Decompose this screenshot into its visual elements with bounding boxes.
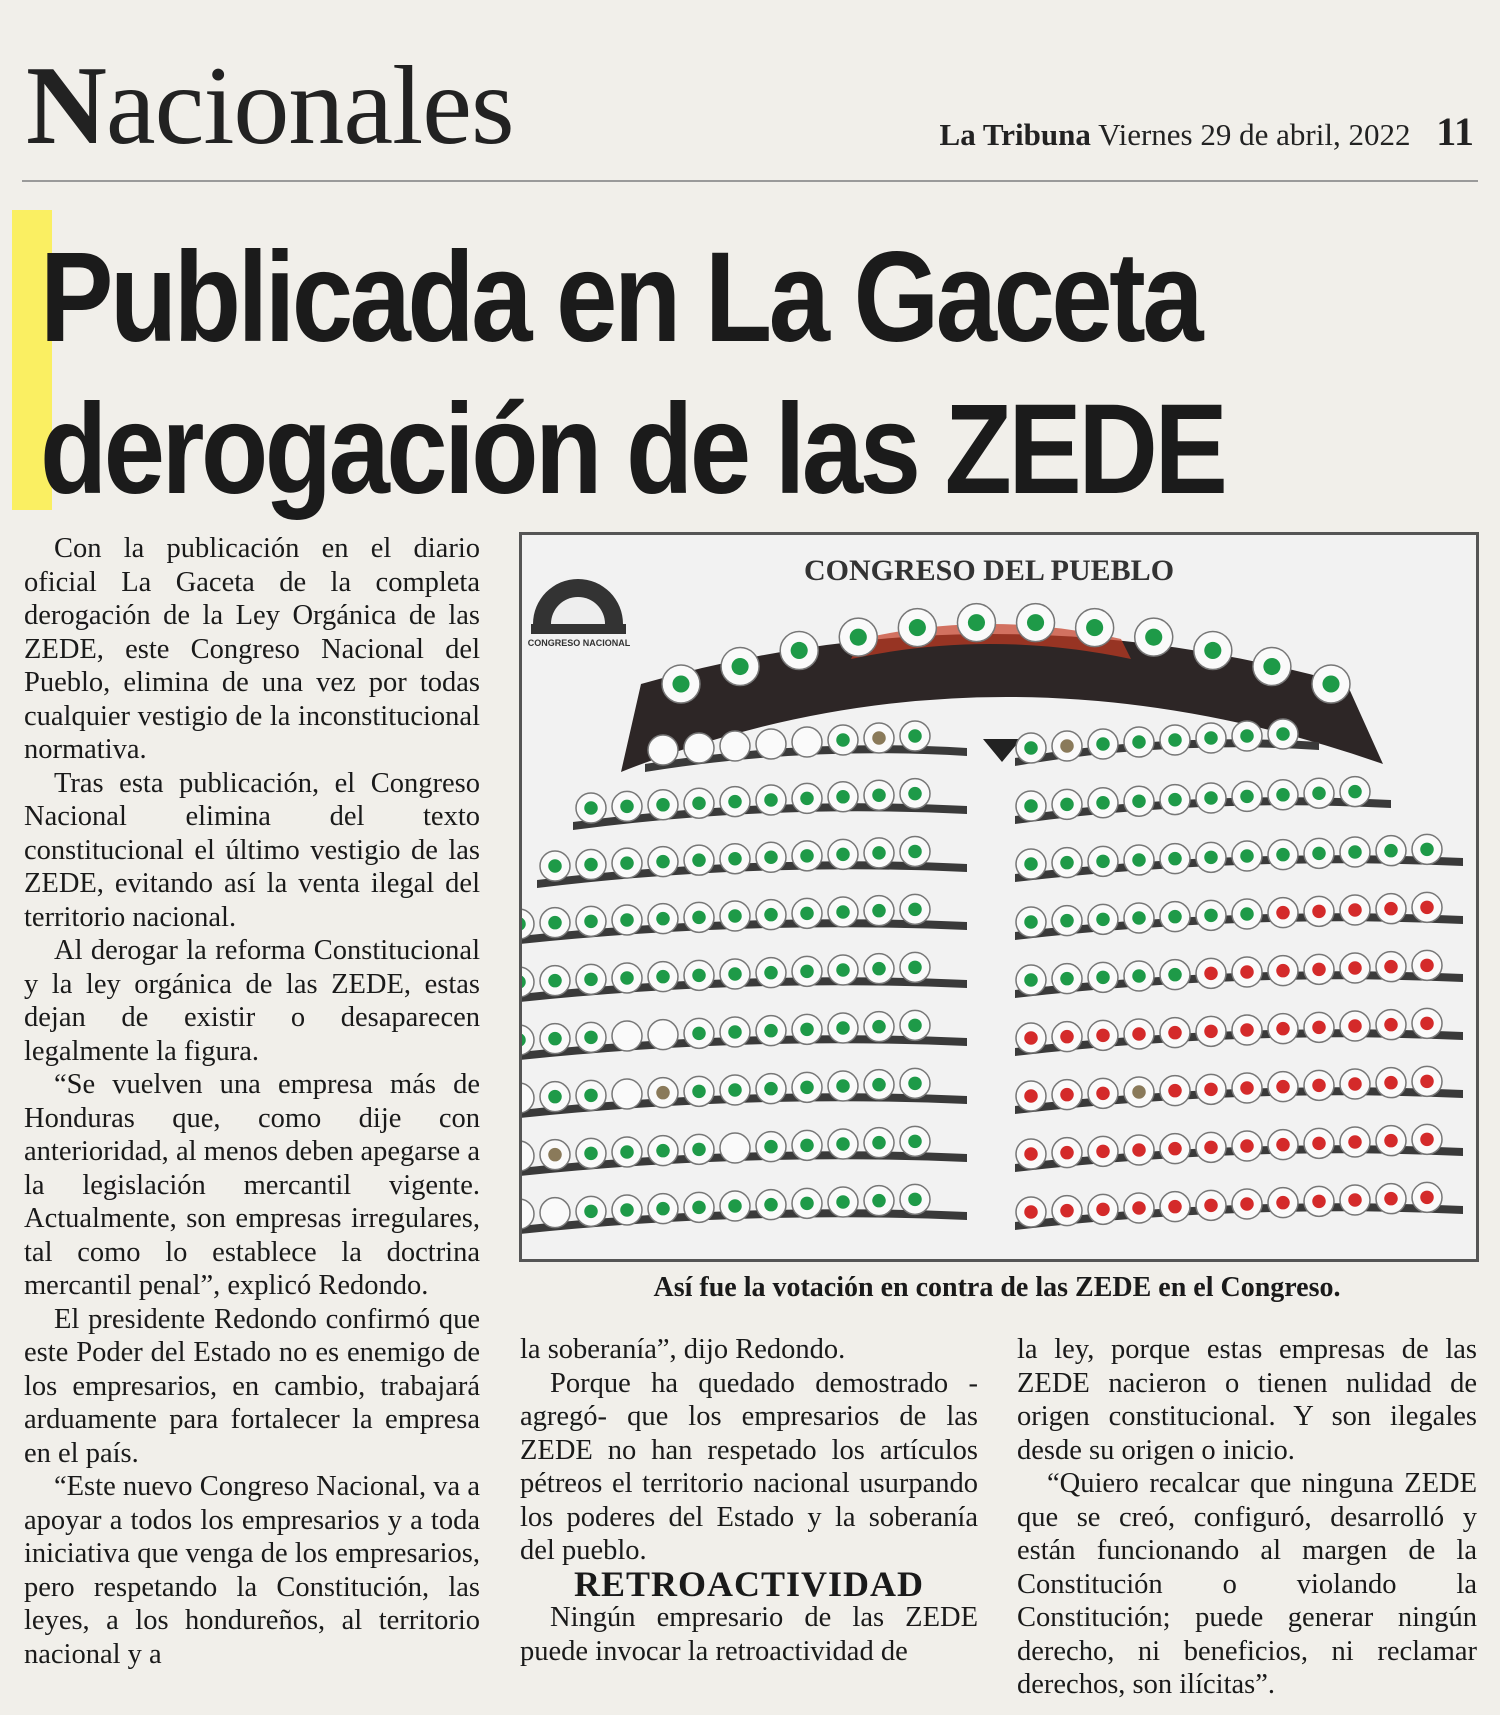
vote-indicator [1420,959,1434,973]
vote-indicator [764,1198,778,1212]
vote-indicator [584,1205,598,1219]
vote-indicator [1348,785,1362,799]
vote-indicator [1024,1089,1038,1103]
vote-indicator [1086,619,1103,636]
paragraph: Ningún empresario de las ZEDE puede invocar la retroactividad de [520,1602,978,1667]
vote-indicator [850,629,867,646]
vote-indicator [1132,1143,1146,1157]
vote-indicator [1132,911,1146,925]
vote-indicator [1168,1200,1182,1214]
vote-indicator [836,1137,850,1151]
vote-indicator [836,963,850,977]
vote-indicator [1276,964,1290,978]
article-column-2 [520,1333,978,1668]
vote-indicator [1168,733,1182,747]
photo-caption: Así fue la votación en contra de las ZEDE en el Congreso. [653,1272,1341,1303]
paragraph: “Quiero recalcar que ninguna ZEDE que se creó, configuró, desarrolló y están funcionando al margen de la Constitución o violando la Constitución; puede generar ningún derecho, ni beneficios, ni reclamar derechos, son ilícitas”. [1017,1468,1477,1700]
vote-indicator [1096,1203,1110,1217]
vote-indicator [1060,1146,1074,1160]
vote-indicator [1096,971,1110,985]
vote-indicator [1096,796,1110,810]
vote-indicator [836,848,850,862]
seat-light [648,735,678,765]
vote-indicator [1276,727,1290,741]
vote-indicator [692,911,706,925]
vote-indicator [584,915,598,929]
vote-indicator [908,1193,922,1207]
vote-indicator [800,849,814,863]
vote-indicator [1132,969,1146,983]
paragraph: Al derogar la reforma Constitucional y la ley orgánica de las ZEDE, estas dejan de existir o desaparecen legalmente la figura. [24,935,480,1067]
vote-indicator [656,1086,670,1100]
vote-indicator [1348,1135,1362,1149]
vote-indicator [1168,793,1182,807]
vote-indicator [1204,909,1218,923]
vote-indicator [908,1077,922,1091]
vote-indicator [1312,847,1326,861]
vote-indicator [1420,1191,1434,1205]
vote-indicator [1348,961,1362,975]
vote-indicator [1204,1025,1218,1039]
vote-indicator [1240,1023,1254,1037]
vote-indicator [1096,1145,1110,1159]
vote-indicator [872,1078,886,1092]
vote-indicator [1322,675,1339,692]
article-column-1 [24,532,480,1671]
board-banner: CONGRESO DEL PUEBLO [803,554,1175,587]
vote-indicator [1384,1134,1398,1148]
vote-indicator [1312,1079,1326,1093]
vote-indicator [1420,1017,1434,1031]
vote-indicator [764,908,778,922]
vote-indicator [1312,786,1326,800]
vote-indicator [764,966,778,980]
vote-indicator [908,845,922,859]
vote-indicator [872,731,886,745]
left-bloc-seats [521,721,967,1236]
vote-indicator [1276,1138,1290,1152]
paragraph: “Este nuevo Congreso Nacional, va a apoyar a todos los empresarios y a toda iniciativa que venga de los empresarios, pero respetando la Constitución, las leyes, a los hondureños, al territorio nacional y a [24,1471,480,1670]
vote-indicator [728,795,742,809]
vote-indicator [908,1019,922,1033]
vote-indicator [1420,843,1434,857]
vote-indicator [908,961,922,975]
vote-indicator [1240,790,1254,804]
vote-indicator [1168,968,1182,982]
vote-indicator [1348,1077,1362,1091]
vote-indicator [728,967,742,981]
vote-indicator [836,790,850,804]
vote-indicator [1024,1031,1038,1045]
vote-indicator [584,858,598,872]
vote-indicator [584,1031,598,1045]
vote-indicator [1240,729,1254,743]
vote-indicator [1204,851,1218,865]
vote-indicator [800,907,814,921]
vote-indicator [692,796,706,810]
vote-indicator [1096,737,1110,751]
seat-light [720,731,750,761]
vote-indicator [836,1195,850,1209]
vote-indicator [1276,906,1290,920]
vote-indicator [620,971,634,985]
vote-indicator [1384,1018,1398,1032]
seat-light [792,727,822,757]
paragraph: Tras esta publicación, el Congreso Nacional elimina del texto constitucional el último vestigio de las ZEDE, evitando así la venta ilegal del territorio nacional. [24,767,480,933]
vote-indicator [656,798,670,812]
vote-indicator [1060,798,1074,812]
vote-indicator [1096,1087,1110,1101]
vote-indicator [1276,1196,1290,1210]
headline [40,222,1278,526]
vote-indicator [1420,901,1434,915]
vote-indicator [800,1197,814,1211]
vote-indicator [584,1147,598,1161]
vote-indicator [1204,791,1218,805]
vote-indicator [764,793,778,807]
vote-indicator [1240,965,1254,979]
vote-indicator [872,788,886,802]
vote-indicator [872,1136,886,1150]
vote-indicator [800,1023,814,1037]
vote-indicator [1024,1147,1038,1161]
paragraph: Porque ha quedado demostrado -agregó- que los empresarios de las ZEDE no han respetado los artículos pétreos el territorio nacional usurpando los poderes del Estado y la soberanía del pueblo. [520,1367,978,1566]
vote-indicator [1132,794,1146,808]
vote-indicator [1024,741,1038,755]
vote-indicator [1060,1088,1074,1102]
vote-indicator [909,619,926,636]
vote-indicator [836,905,850,919]
vote-indicator [692,1085,706,1099]
vote-indicator [1096,1029,1110,1043]
vote-indicator [656,970,670,984]
vote-indicator [800,792,814,806]
paragraph: la soberanía”, dijo Redondo. [520,1334,846,1365]
vote-indicator [1132,1027,1146,1041]
vote-indicator [1348,845,1362,859]
subheading: RETROACTIVIDAD [573,1563,925,1604]
vote-indicator [1024,857,1038,871]
vote-indicator [1348,1019,1362,1033]
page-number: 11 [1436,109,1474,154]
vote-indicator [1024,915,1038,929]
vote-indicator [728,852,742,866]
vote-indicator [1276,848,1290,862]
seat-light [684,733,714,763]
vote-indicator [764,1024,778,1038]
vote-indicator [1145,629,1162,646]
vote-indicator [1240,1081,1254,1095]
vote-indicator [872,1020,886,1034]
vote-indicator [908,903,922,917]
vote-indicator [1024,973,1038,987]
vote-indicator [1168,1084,1182,1098]
vote-indicator [656,1202,670,1216]
vote-indicator [1384,844,1398,858]
vote-indicator [620,1203,634,1217]
vote-indicator [672,675,689,692]
vote-indicator [1204,1083,1218,1097]
vote-indicator [1240,1197,1254,1211]
vote-indicator [656,1144,670,1158]
vote-indicator [1204,731,1218,745]
article-column-3 [1017,1333,1477,1702]
vote-indicator [1024,1205,1038,1219]
vote-indicator [1168,1142,1182,1156]
vote-indicator [1240,849,1254,863]
vote-indicator [1132,1201,1146,1215]
vote-indicator [1096,913,1110,927]
vote-indicator [1132,853,1146,867]
vote-indicator [1420,1133,1434,1147]
vote-indicator [1132,1085,1146,1099]
vote-board-photo [519,532,1479,1262]
vote-indicator [764,1140,778,1154]
vote-board-graphic [521,534,1477,1260]
vote-indicator [1276,1080,1290,1094]
vote-indicator [872,1194,886,1208]
vote-indicator [1060,856,1074,870]
headline-line-1: Publicada en La Gaceta [40,226,1201,369]
vote-indicator [1024,799,1038,813]
vote-indicator [1060,1204,1074,1218]
vote-indicator [1204,1141,1218,1155]
seat-light [756,729,786,759]
vote-indicator [1168,1026,1182,1040]
vote-indicator [1384,1192,1398,1206]
vote-indicator [1348,1193,1362,1207]
vote-indicator [1060,914,1074,928]
seat-light [540,1198,570,1228]
vote-indicator [872,962,886,976]
vote-indicator [1240,1139,1254,1153]
paragraph: Con la publicación en el diario oficial La Gaceta de la completa derogación de la Ley Orgánica de las ZEDE, este Congreso Nacional del Pueblo, elimina de una vez por todas cualquier vestigio de la inconstitucional normativa. [24,533,480,765]
vote-indicator [800,1139,814,1153]
vote-indicator [1420,1075,1434,1089]
vote-indicator [1168,910,1182,924]
vote-indicator [692,969,706,983]
vote-indicator [548,916,562,930]
vote-indicator [1060,972,1074,986]
vote-indicator [1312,1195,1326,1209]
vote-indicator [584,973,598,987]
section-title: Nacionales [26,44,514,168]
vote-indicator [620,856,634,870]
vote-indicator [1096,855,1110,869]
vote-indicator [800,1081,814,1095]
vote-indicator [908,729,922,743]
vote-indicator [908,1135,922,1149]
vote-indicator [548,1090,562,1104]
vote-indicator [1240,907,1254,921]
vote-indicator [1132,735,1146,749]
vote-indicator [1312,1021,1326,1035]
vote-indicator [656,855,670,869]
vote-indicator [800,965,814,979]
vote-indicator [968,614,985,631]
vote-indicator [1027,614,1044,631]
vote-indicator [620,913,634,927]
vote-indicator [764,851,778,865]
vote-indicator [1060,739,1074,753]
vote-indicator [548,1148,562,1162]
vote-indicator [1204,642,1221,659]
vote-indicator [1204,967,1218,981]
vote-indicator [1204,1199,1218,1213]
vote-indicator [728,1025,742,1039]
vote-indicator [908,787,922,801]
vote-indicator [728,1083,742,1097]
paragraph: la ley, porque estas empresas de las ZEDE nacieron o tienen nulidad de origen constitucional. Y son ilegales desde su origen o inicio. [1017,1334,1477,1466]
vote-indicator [1263,658,1280,675]
vote-indicator [692,1027,706,1041]
vote-indicator [836,733,850,747]
vote-indicator [548,859,562,873]
vote-indicator [732,658,749,675]
masthead [940,108,1474,155]
vote-indicator [620,800,634,814]
vote-indicator [791,642,808,659]
vote-indicator [692,1201,706,1215]
seat-light [612,1021,642,1051]
vote-indicator [1384,960,1398,974]
vote-indicator [872,846,886,860]
paragraph: El presidente Redondo confirmó que este Poder del Estado no es enemigo de los empresarios, en cambio, trabajará arduamente para fortalecer la empresa en el país. [24,1303,480,1469]
vote-indicator [692,853,706,867]
vote-indicator [548,1032,562,1046]
vote-indicator [728,1199,742,1213]
vote-indicator [1168,852,1182,866]
vote-indicator [836,1021,850,1035]
vote-indicator [548,974,562,988]
vote-indicator [764,1082,778,1096]
vote-indicator [1276,1022,1290,1036]
seat-light [612,1079,642,1109]
seat-light [648,1020,678,1050]
vote-indicator [1060,1030,1074,1044]
header-rule [22,180,1478,182]
vote-indicator [692,1143,706,1157]
seat-light [720,1133,750,1163]
vote-indicator [1312,905,1326,919]
vote-indicator [1312,1137,1326,1151]
publication-date: Viernes 29 de abril, 2022 [1098,117,1411,152]
vote-indicator [1384,902,1398,916]
vote-indicator [584,1089,598,1103]
vote-indicator [584,801,598,815]
vote-indicator [1384,1076,1398,1090]
vote-indicator [620,1145,634,1159]
vote-indicator [1312,963,1326,977]
vote-indicator [656,912,670,926]
vote-indicator [836,1079,850,1093]
newspaper-name: La Tribuna [939,117,1091,152]
vote-indicator [1348,903,1362,917]
paragraph: “Se vuelven una empresa más de Honduras que, como dije con anterioridad, al menos deben apegarse a la legislación mercantil vigente. Actualmente, son empresas irregulares, tal como lo establece la doctrina mercantil penal”, explicó Redondo. [24,1069,480,1301]
vote-indicator [1276,788,1290,802]
headline-line-2: derogación de las ZEDE [40,378,1225,521]
vote-indicator [872,904,886,918]
vote-indicator [728,909,742,923]
logo-text: CONGRESO NACIONAL [527,638,631,648]
